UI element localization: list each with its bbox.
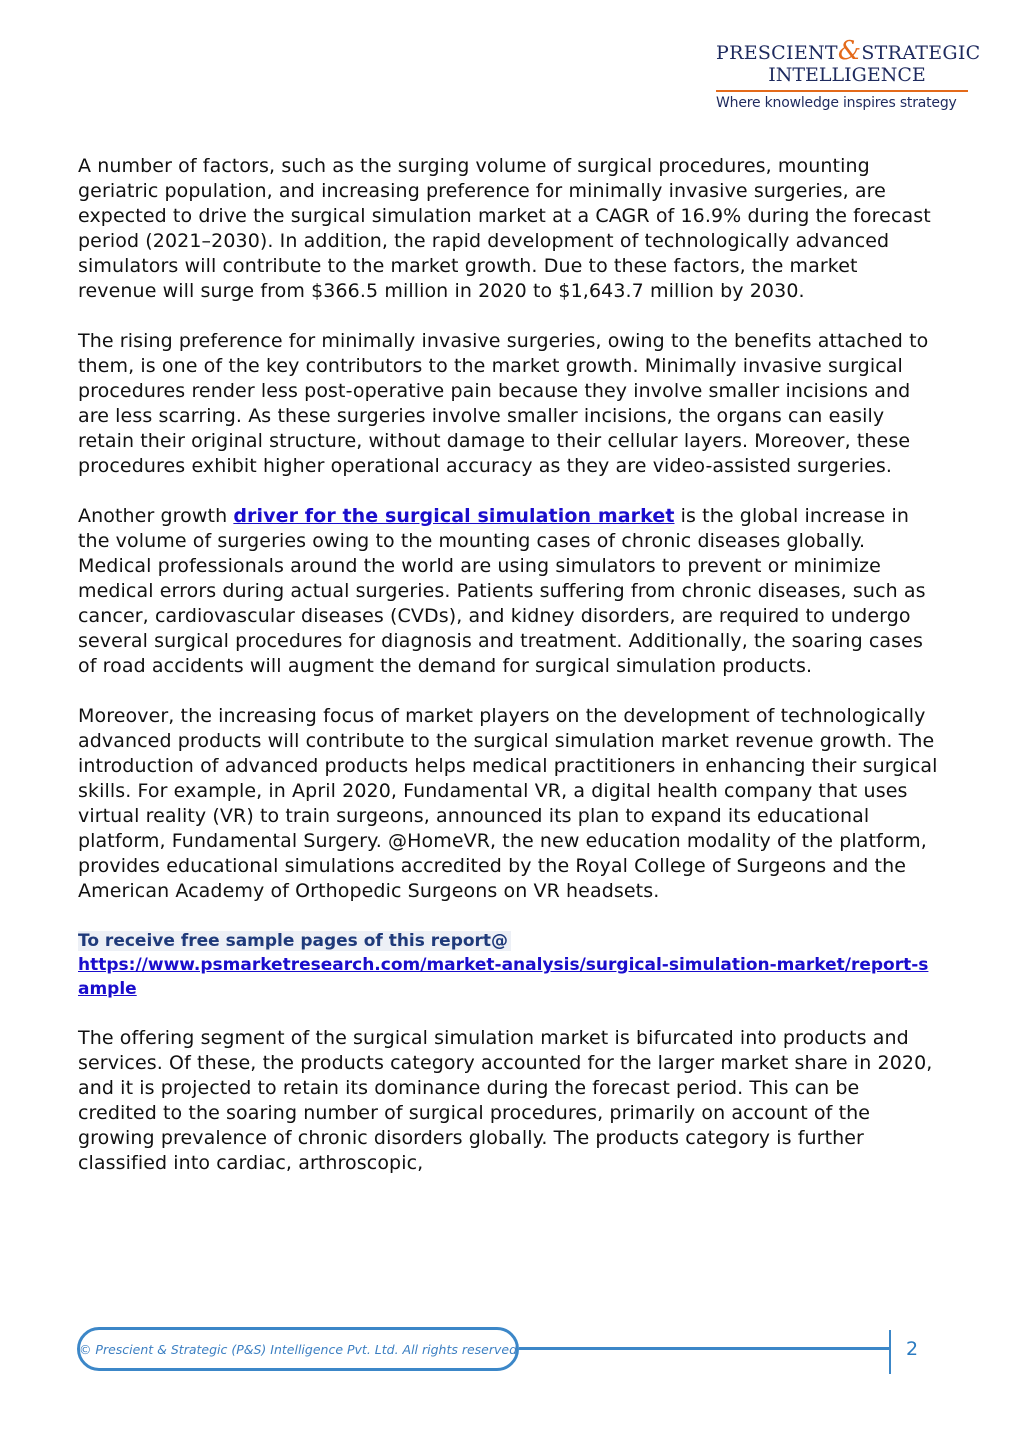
sample-request-label: To receive free sample pages of this report@ (78, 931, 511, 951)
logo-word-prescient: PRESCIENT (716, 42, 838, 64)
logo-divider (716, 90, 968, 92)
market-driver-link[interactable]: driver for the surgical simulation market (233, 505, 675, 527)
paragraph-3-rest: is the global increase in the volume of surgeries owing to the mounting cases of chronic diseases globally. Medical professionals around the world are using simulators to prevent or minimize medical errors during actual surgeries. Patients suffering from chronic diseases, such as cancer, cardiovascular diseases (CVDs), and kidney disorders, are required to undergo several surgical procedures for diagnosis and treatment. Additionally, the soaring cases of road accidents will augment the demand for surgical simulation products. (78, 505, 926, 677)
company-logo (716, 36, 981, 111)
paragraph-1: A number of factors, such as the surging volume of surgical procedures, mounting geriatric population, and increasing preference for minimally invasive surgeries, are expected to drive the surgical simulation market at a CAGR of 16.9% during the forecast period (2021–2030). In addition, the rapid development of technologically advanced simulators will contribute to the market growth. Due to these factors, the market revenue will surge from $366.5 million in 2020 to $1,643.7 million by 2030. (78, 155, 931, 302)
logo-word-intelligence: INTELLIGENCE (768, 64, 926, 86)
logo-tagline: Where knowledge inspires strategy (716, 95, 957, 111)
page-number: 2 (906, 1338, 919, 1360)
logo-line-1 (716, 36, 981, 66)
paragraph-3-lead: Another growth (78, 505, 234, 527)
paragraph-4: Moreover, the increasing focus of market players on the development of technologically advanced products will contribute to the surgical simulation market revenue growth. The introduction of advanced products helps medical practitioners in enhancing their surgical skills. For example, in April 2020, Fundamental VR, a digital health company that uses virtual reality (VR) to train surgeons, announced its plan to expand its educational platform, Fundamental Surgery. @HomeVR, the new education modality of the platform, provides educational simulations accredited by the Royal College of Surgeons and the American Academy of Orthopedic Surgeons on VR headsets. (78, 705, 938, 902)
logo-ampersand: & (837, 36, 862, 66)
paragraph-2: The rising preference for minimally invasive surgeries, owing to the benefits attached to them, is one of the key contributors to the market growth. Minimally invasive surgical procedures render less post-operative pain because they involve smaller incisions and are less scarring. As these surgeries involve smaller incisions, the organs can easily retain their original structure, without damage to their cellular layers. Moreover, these procedures exhibit higher operational accuracy as they are video-assisted surgeries. (78, 330, 929, 477)
footer-copyright-badge (77, 1327, 519, 1371)
document-body (78, 154, 938, 1201)
sample-request-callout (78, 929, 938, 1001)
logo-word-strategic: STRATEGIC (861, 42, 981, 64)
footer-rule (519, 1347, 889, 1350)
footer-separator (889, 1330, 891, 1374)
paragraph-5: The offering segment of the surgical simulation market is bifurcated into products and services. Of these, the products category accounted for the larger market share in 2020, and it is projected to retain its dominance during the forecast period. This can be credited to the soaring number of surgical procedures, primarily on account of the growing prevalence of chronic disorders globally. The products category is further classified into cardiac, arthroscopic, (78, 1027, 933, 1174)
copyright-text: © Prescient & Strategic (P&S) Intelligence Pvt. Ltd. All rights reserved (78, 1341, 518, 1357)
sample-request-link[interactable]: https://www.psmarketresearch.com/market-analysis/surgical-simulation-market/report-sample (78, 955, 929, 999)
paragraph-3 (78, 504, 938, 679)
